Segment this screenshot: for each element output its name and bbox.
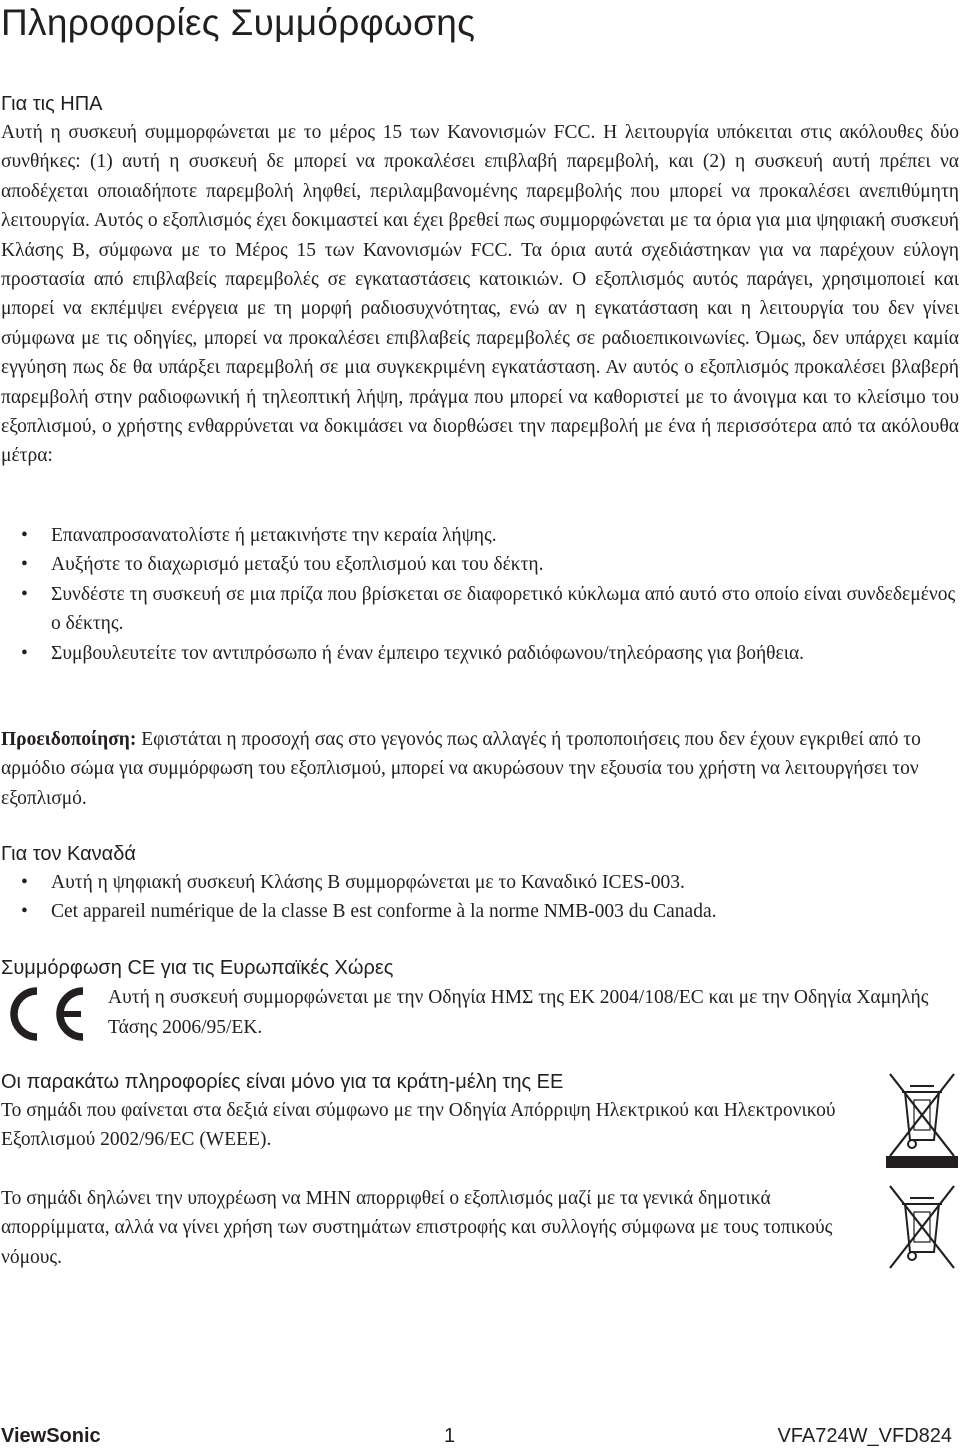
ce-mark-icon bbox=[1, 985, 89, 1043]
usa-measures-list bbox=[1, 521, 959, 668]
canada-list bbox=[1, 868, 959, 927]
usa-paragraph-text: Αυτή η συσκευή συμμορφώνεται με το μέρος 15 των Κανονισμών FCC. Η λειτουργία υπόκειται στις ακόλουθες δύο συνθήκες: (1) αυτή η συσκευή δε μπορεί να προκαλέσει επιβλαβή παρεμβολή, και (2) η συσκευή αυτή πρέπει να αποδέχεται οποιαδήποτε παρεμβολή ληφθεί, περιλαμβανομένης παρεμβολής που μπορεί να προκαλέσει ανεπιθύμητη λειτουργία. Αυτός ο εξοπλισμός έχει δοκιμαστεί και έχει βρεθεί πως συμμορφώνεται με τα όρια για μια ψηφιακή συσκευή Κλάσης B, σύμφωνα με το Μέρος 15 των Κανονισμών FCC. Τα όρια αυτά σχεδιάστηκαν για να παρέχουν εύλογη προστασία από επιβλαβείς παρεμβολές σε εγκαταστάσεις κατοικιών. Ο εξοπλισμός αυτός παράγει, χρησιμοποιεί και μπορεί να εκπέμψει ενέργεια με τη μορφή ραδιοσυχνότητας, ενώ αν η εγκατάσταση και η λειτουργία του δεν γίνει σύμφωνα με τις οδηγίες, μπορεί να προκαλέσει επιβλαβείς παρεμβολές σε ραδιοεπικοινωνίες. Όμως, δεν υπάρχει καμία εγγύηση πως δε θα υπάρξει παρεμβολή σε μια συγκεκριμένη εγκατάσταση. Αν αυτός ο εξοπλισμός προκαλέσει βλαβερή παρεμβολή στην ραδιοφωνική ή τηλεοπτική λήψη, πράγμα που μπορεί να καθοριστεί με το άνοιγμα και το κλείσιμο του εξοπλισμού, ο χρήστης ενθαρρύνεται να δοκιμάσει να διορθώσει την παρεμβολή με ένα ή περισσότερα από τα ακόλουθα μέτρα: bbox=[1, 122, 959, 467]
ce-heading: Συμμόρφωση CE για τις Ευρωπαϊκές Χώρες bbox=[1, 957, 394, 979]
list-item: • Συνδέστε τη συσκευή σε μια πρίζα που βρίσκεται σε διαφορετικό κύκλωμα από αυτό στο οποίο είναι συνδεδεμένος ο δέκτης. bbox=[1, 580, 959, 639]
footer-page-number: 1 bbox=[444, 1425, 456, 1447]
eu-paragraph-1: Το σημάδι που φαίνεται στα δεξιά είναι σύμφωνο με την Οδηγία Απόρριψη Ηλεκτρικού και Ηλεκτρονικού Εξοπλισμού 2002/96/EC (WEEE). bbox=[1, 1100, 836, 1151]
crossed-out-wheelie-bin-with-bar-icon bbox=[884, 1070, 960, 1170]
footer-model: VFA724W_VFD824 bbox=[777, 1425, 952, 1447]
usa-heading: Για τις ΗΠΑ bbox=[1, 93, 103, 115]
eu-paragraph-2: Το σημάδι δηλώνει την υποχρέωση να ΜΗΝ απορριφθεί ο εξοπλισμός μαζί με τα γενικά δημοτικά απορρίμματα, αλλά να γίνει χρήση των συστημάτων επιστροφής και συλλογής σύμφωνα με τους τοπικούς νόμους. bbox=[1, 1188, 833, 1268]
bullet: • bbox=[21, 642, 28, 664]
ce-text: Αυτή η συσκευή συμμορφώνεται με την Οδηγία ΗΜΣ της ΕΚ 2004/108/EC και με την Οδηγία Χαμηλής Τάσης 2006/95/ΕΚ. bbox=[108, 987, 929, 1038]
warning-paragraph bbox=[1, 725, 959, 813]
list-item: • Συμβουλευτείτε τον αντιπρόσωπο ή έναν έμπειρο τεχνικό ραδιόφωνου/τηλεόρασης για βοήθεια. bbox=[1, 639, 959, 668]
crossed-out-wheelie-bin-icon bbox=[884, 1182, 960, 1272]
list-item: • Αυξήστε το διαχωρισμό μεταξύ του εξοπλισμού και του δέκτη. bbox=[1, 550, 959, 579]
eu-heading: Οι παρακάτω πληροφορίες είναι μόνο για τα κράτη-μέλη της ΕΕ bbox=[1, 1071, 564, 1093]
list-item: • Επαναπροσανατολίστε ή μετακινήστε την κεραία λήψης. bbox=[1, 521, 959, 550]
usa-paragraph bbox=[1, 118, 959, 471]
warning-text: Εφιστάται η προσοχή σας στο γεγονός πως αλλαγές ή τροποποιήσεις που δεν έχουν εγκριθεί από το αρμόδιο σώμα για συμμόρφωση του εξοπλισμού, μπορεί να ακυρώσουν την εξουσία του χρήστη να λειτουργήσει τον εξοπλισμό. bbox=[1, 729, 921, 809]
list-item: • Αυτή η ψηφιακή συσκευή Κλάσης B συμμορφώνεται με το Καναδικό ICES-003. bbox=[1, 868, 959, 897]
bullet: • bbox=[21, 583, 28, 605]
bullet: • bbox=[21, 554, 28, 576]
warning-label: Προειδοποίηση: bbox=[1, 729, 137, 750]
list-item: • Cet appareil numérique de la classe B est conforme à la norme NMB-003 du Canada. bbox=[1, 897, 959, 926]
bullet: • bbox=[21, 872, 28, 893]
bullet: • bbox=[21, 901, 28, 923]
footer-brand: ViewSonic bbox=[1, 1425, 101, 1447]
bullet: • bbox=[21, 525, 28, 546]
canada-heading: Για τον Καναδά bbox=[1, 843, 136, 865]
page-title: Πληροφορίες Συμμόρφωσης bbox=[1, 2, 476, 43]
